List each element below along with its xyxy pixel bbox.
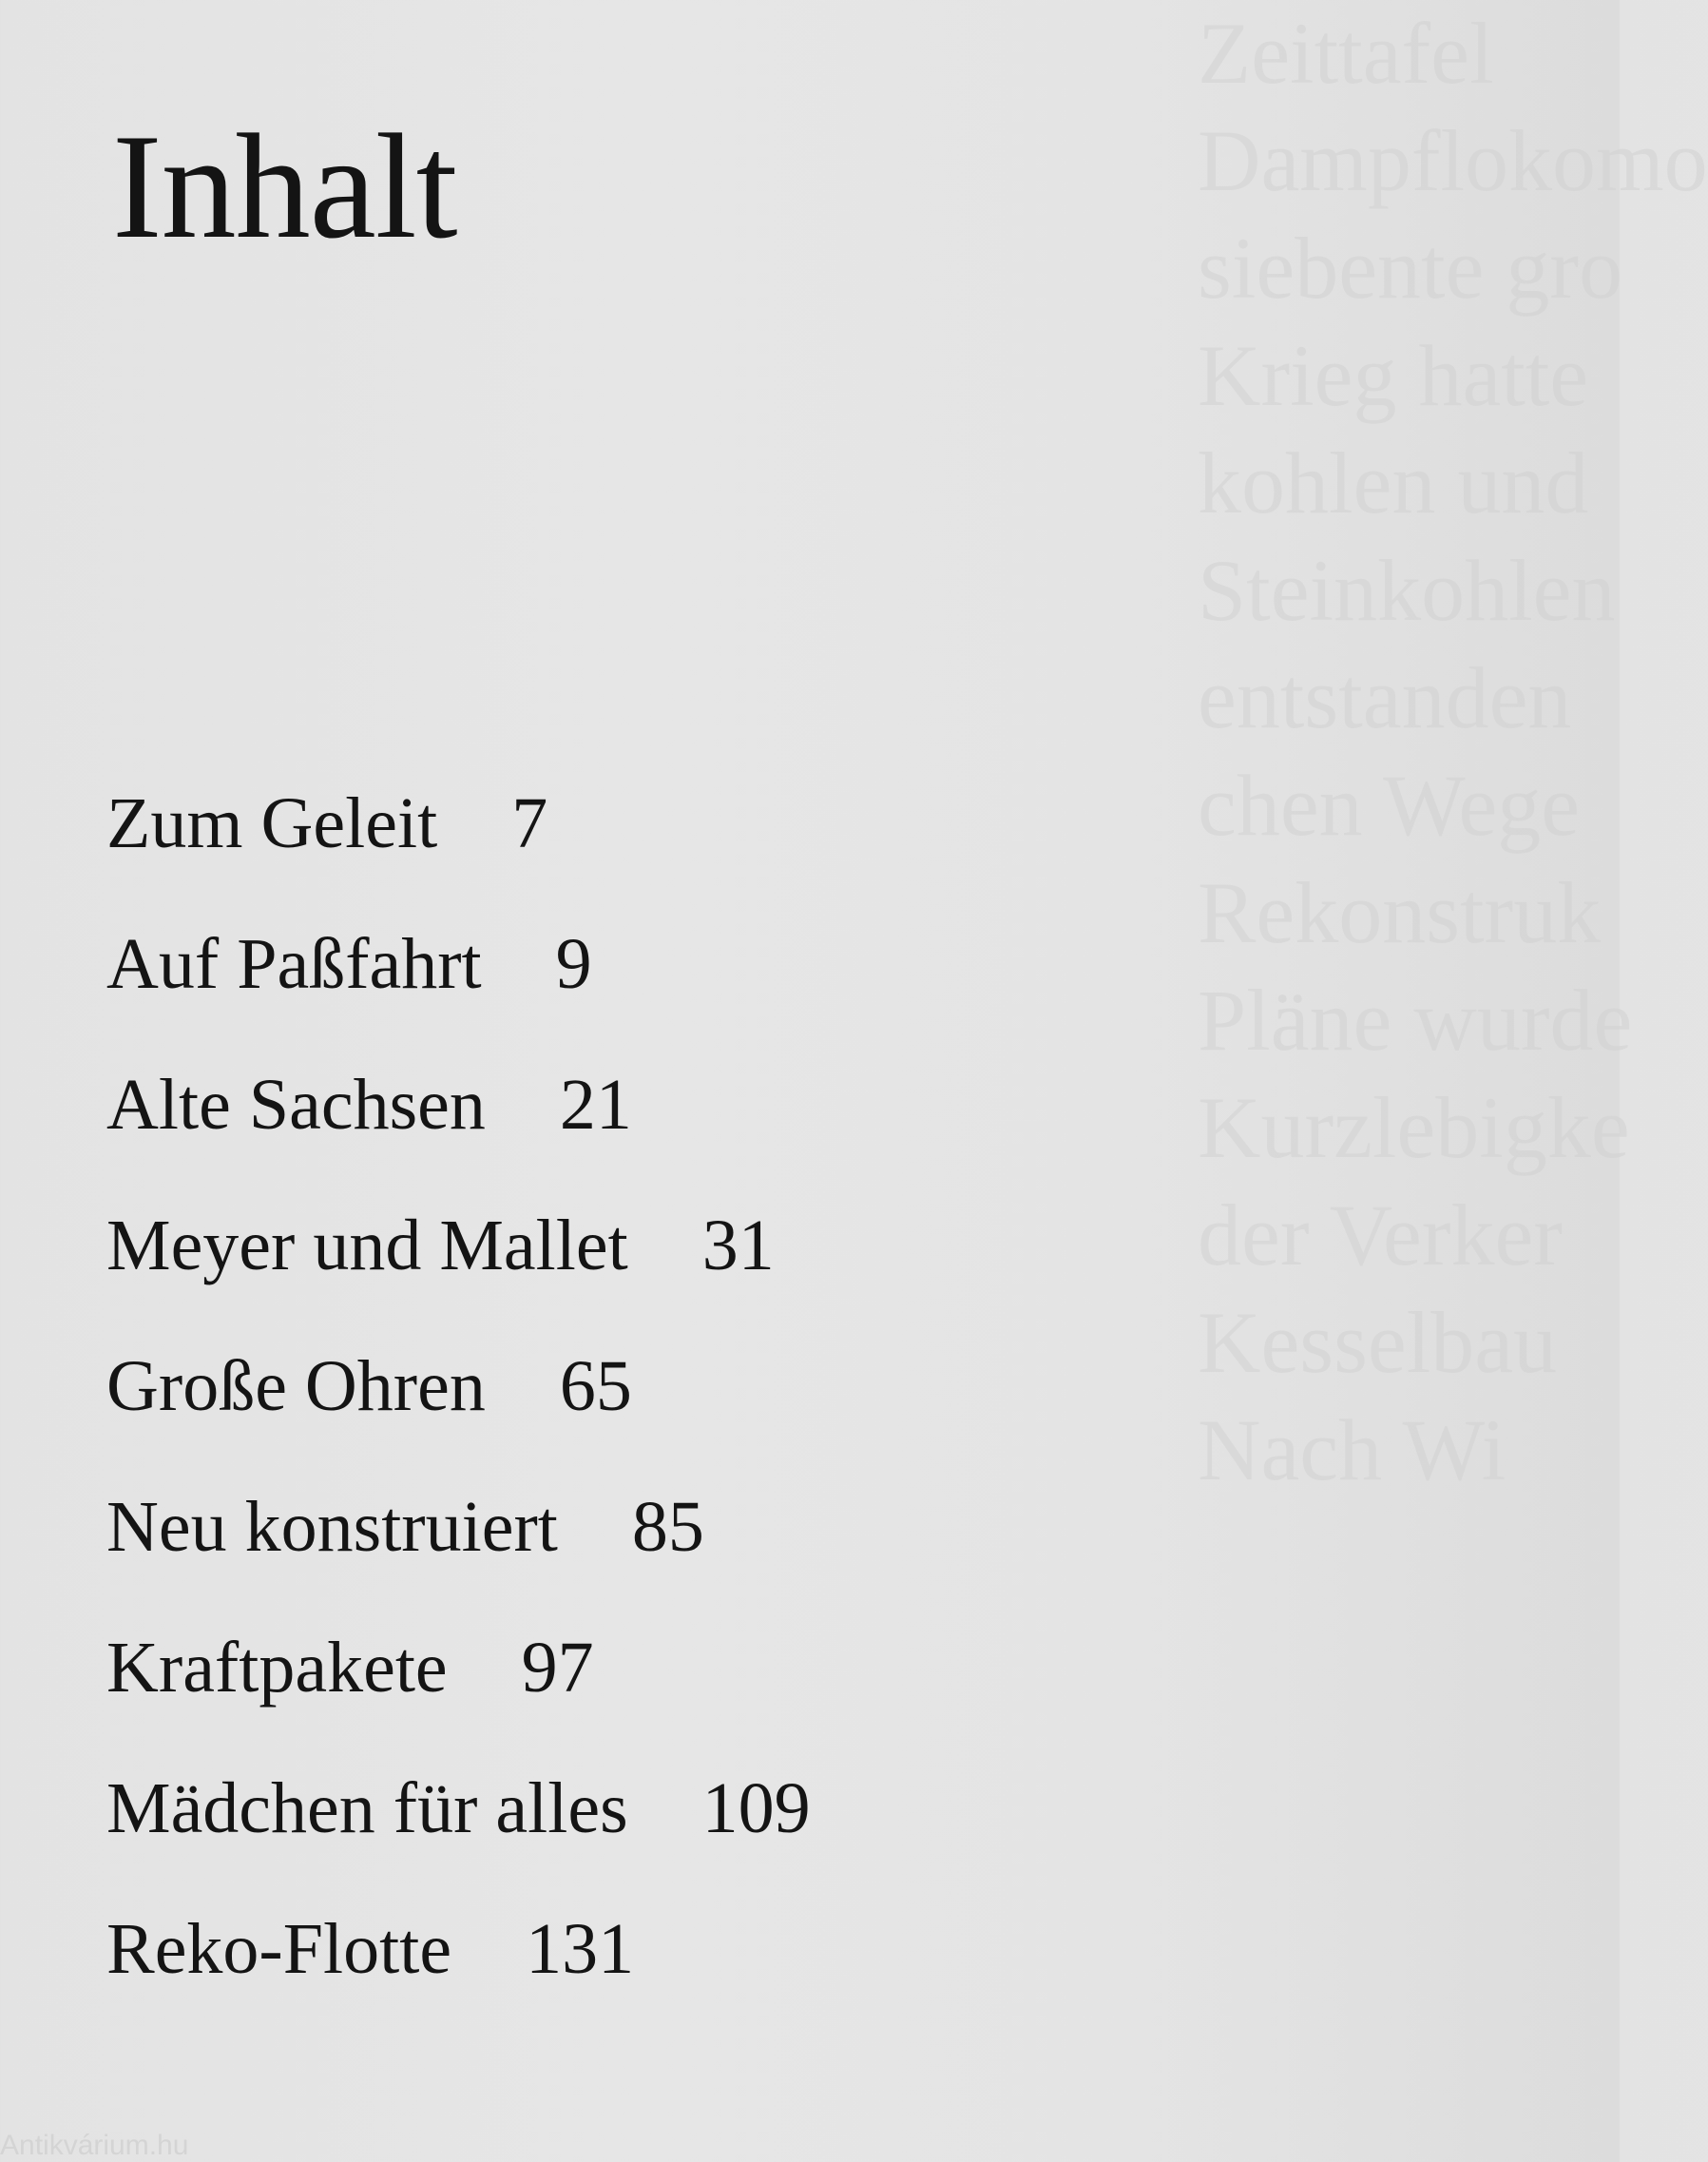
toc-entry-title: Meyer und Mallet	[106, 1206, 628, 1285]
bleed-line: Dampflokomo	[1198, 112, 1708, 209]
bleed-line: Nach Wi	[1198, 1401, 1506, 1498]
toc-entry	[106, 782, 811, 922]
toc-entry-page: 21	[559, 1065, 632, 1145]
toc-entry-page: 131	[526, 1909, 635, 1989]
toc-entry	[106, 1344, 811, 1485]
toc-entry	[106, 1485, 811, 1626]
toc-entry-title: Zum Geleit	[106, 783, 438, 863]
bleed-line: der Verker	[1198, 1187, 1563, 1284]
toc-entry-page: 109	[701, 1768, 811, 1848]
toc-entry-page: 31	[701, 1206, 775, 1285]
bleed-through-text	[1198, 0, 1708, 2160]
table-of-contents	[106, 782, 811, 2048]
toc-entry	[106, 1907, 811, 2048]
bleed-line: entstanden	[1198, 649, 1572, 746]
toc-entry-page: 97	[521, 1628, 594, 1708]
toc-entry-page: 85	[631, 1487, 704, 1567]
toc-entry-title: Alte Sachsen	[106, 1065, 486, 1145]
toc-entry-title: Auf Paßfahrt	[106, 924, 482, 1004]
bleed-line: Steinkohlen	[1198, 542, 1616, 639]
toc-entry	[106, 1766, 811, 1907]
toc-entry-page: 65	[559, 1346, 632, 1426]
bleed-line: Pläne wurde	[1198, 972, 1633, 1069]
toc-entry-title: Reko-Flotte	[106, 1909, 452, 1989]
bleed-line: Kurzlebigke	[1198, 1079, 1630, 1176]
bleed-line: Zeittafel	[1198, 5, 1494, 102]
toc-entry	[106, 1626, 811, 1766]
toc-entry-title: Große Ohren	[106, 1346, 486, 1426]
bleed-line: Rekonstruk	[1198, 864, 1602, 961]
toc-entry-title: Kraftpakete	[106, 1628, 448, 1708]
toc-entry	[106, 1063, 811, 1204]
toc-entry-title: Neu konstruiert	[106, 1487, 558, 1567]
bleed-line: siebente gro	[1198, 220, 1623, 317]
toc-entry-title: Mädchen für alles	[106, 1768, 628, 1848]
watermark: Antikvárium.hu	[0, 2130, 189, 2161]
toc-entry-page: 9	[555, 924, 592, 1004]
bleed-line: Kesselbau	[1198, 1294, 1558, 1391]
page-title: Inhalt	[112, 104, 457, 270]
bleed-line: Krieg hatte	[1198, 327, 1589, 424]
toc-entry	[106, 1204, 811, 1344]
toc-entry-page: 7	[511, 783, 548, 863]
bleed-line: chen Wege	[1198, 757, 1581, 854]
toc-entry	[106, 922, 811, 1063]
bleed-line: kohlen und	[1198, 434, 1589, 531]
